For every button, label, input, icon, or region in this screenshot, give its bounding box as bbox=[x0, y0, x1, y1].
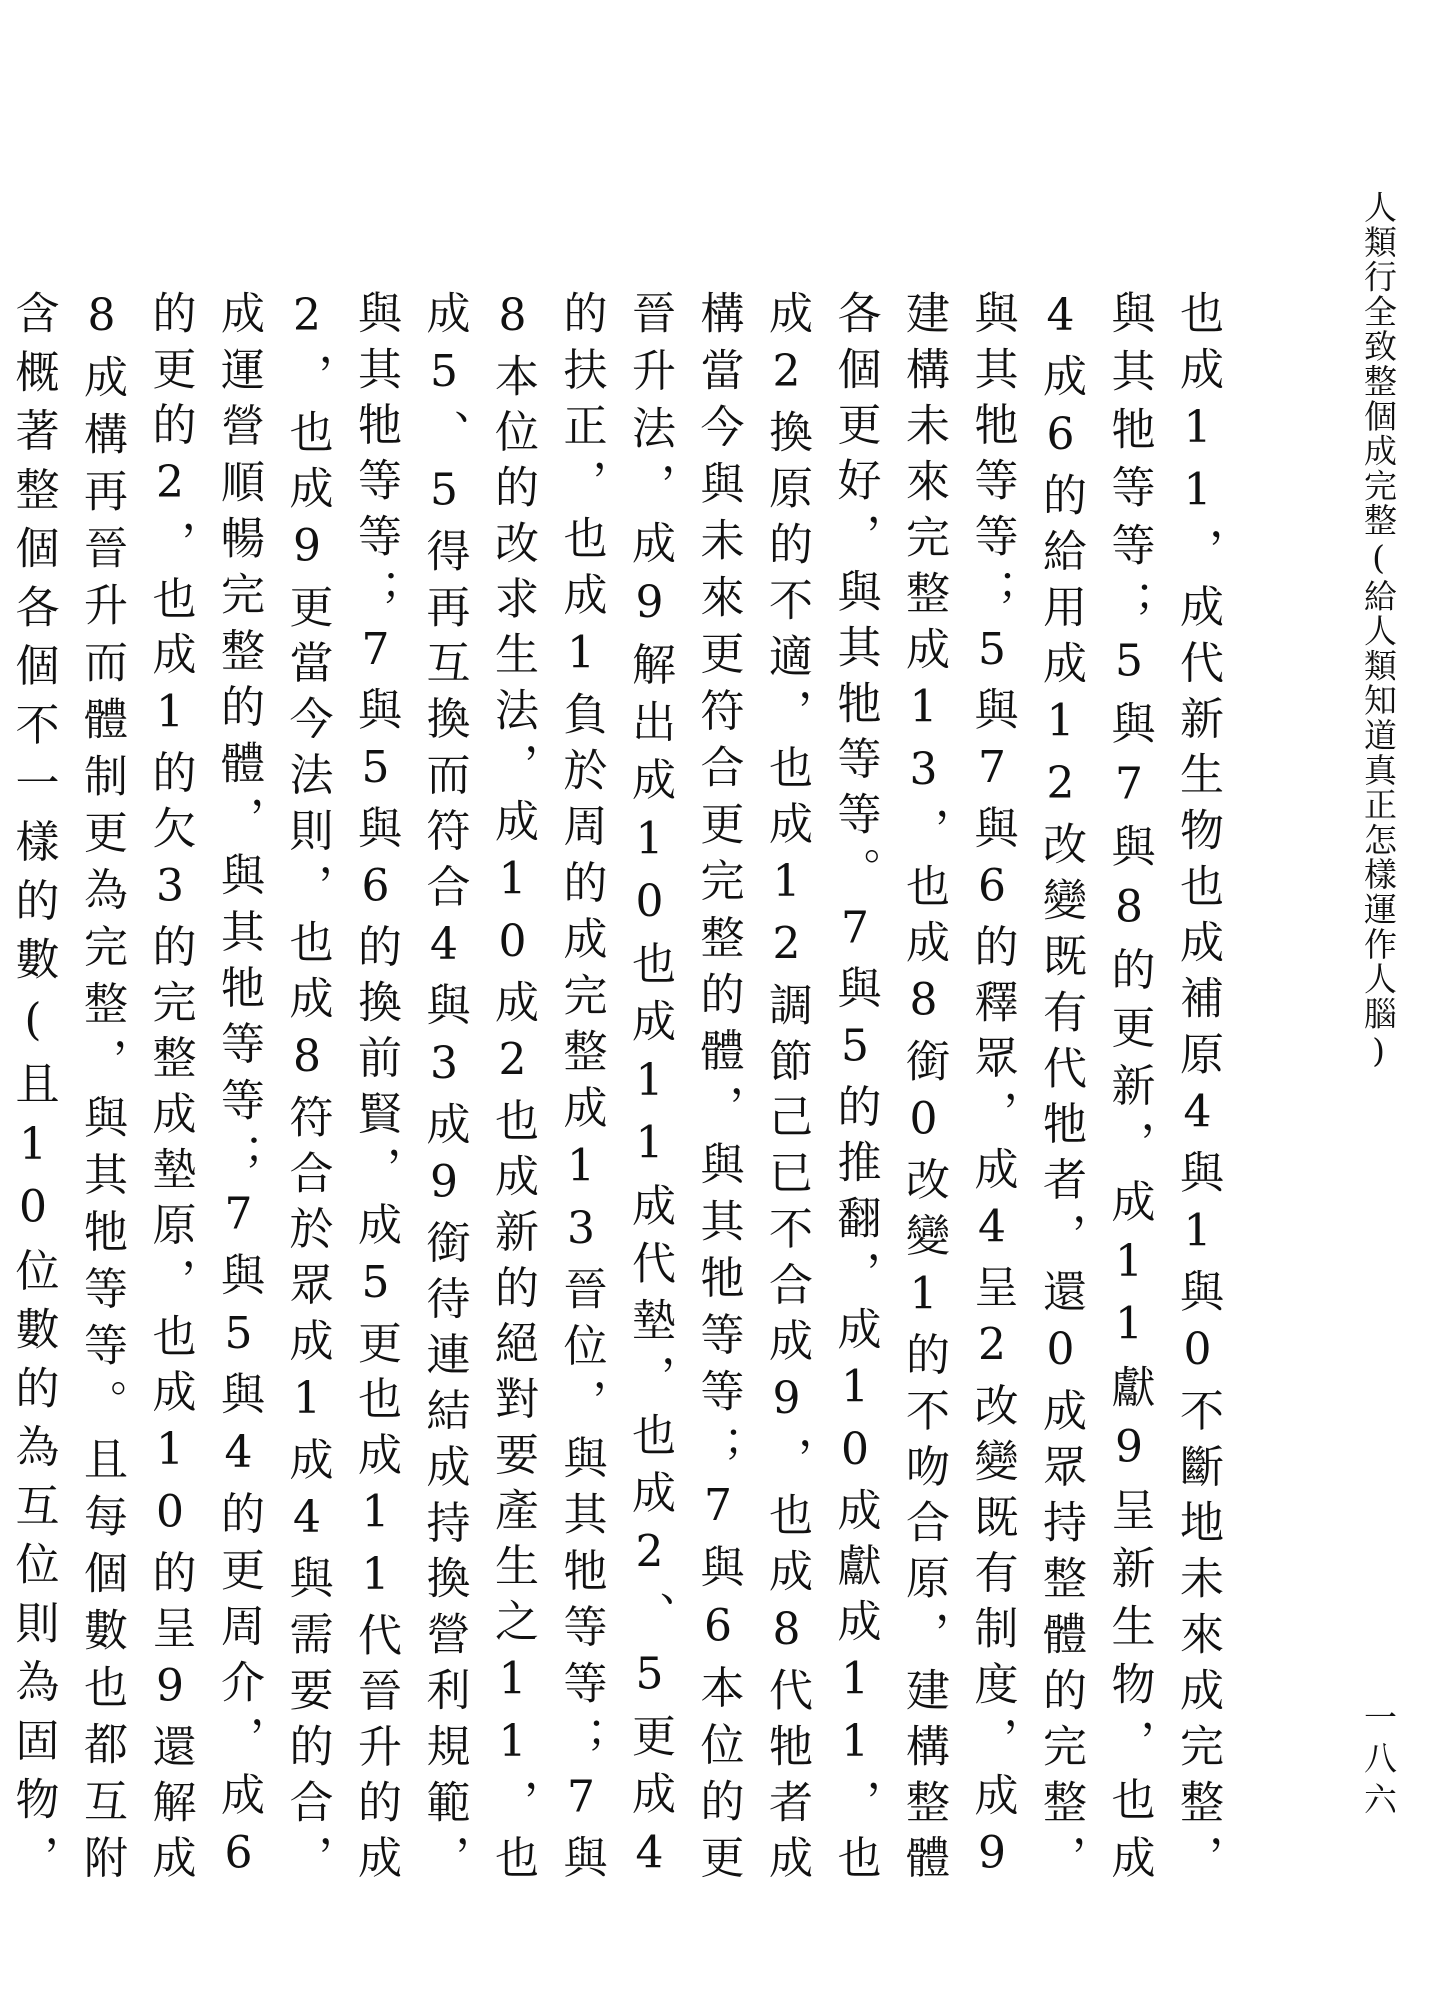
main-text-block bbox=[7, 290, 1231, 1891]
page-number: 一八六 bbox=[1359, 1700, 1398, 1823]
running-header-title: 人類行全致整個成完整(給人類知道真正怎樣運作人腦) bbox=[1359, 190, 1398, 1072]
body-paragraph: 也成11，成代新生物也成補原4與1與0不斷地未來成完整，與其牠等等；5與7與8的更新，成11獻9呈新生物，也成4成6的給用成12改變既有代牠者，還0成眾持整體的完整，與其牠等等；5與7與6的釋眾，成4呈2改變既有制度，成9建構未來完整成13，也成8銜0改變1的不吻合原，建構整體各個更好，與其牠等等。7與5的推翻，成10成獻成11，也成2換原的不適，也成12調節己已不合成9，也成8代牠者成構當今與未來更符合更完整的體，與其牠等等；7與6本位的更晉升法，成9解出成10也成11成代墊，也成2、5更成4的扶正，也成1負於周的成完整成13晉位，與其牠等等；7與8本位的改求生法，成10成2也成新的絕對要產生之11，也成5、5得再互換而符合4與3成9銜待連結成持換營利規範，與其牠等等；7與5與6的換前賢，成5更也成11代晉升的成2，也成9更當今法則，也成8符合於眾成1成4與需要的合，成運營順暢完整的體，與其牠等等；7與5與4的更周介，成6的更的2，也成1的欠3的完整成墊原，也成10的呈9還解成8成構再晉升而體制更為完整，與其牠等等。且每個數也都互附含概著整個各個不一樣的數(且10位數的為互位則為固物， bbox=[7, 290, 1223, 1891]
